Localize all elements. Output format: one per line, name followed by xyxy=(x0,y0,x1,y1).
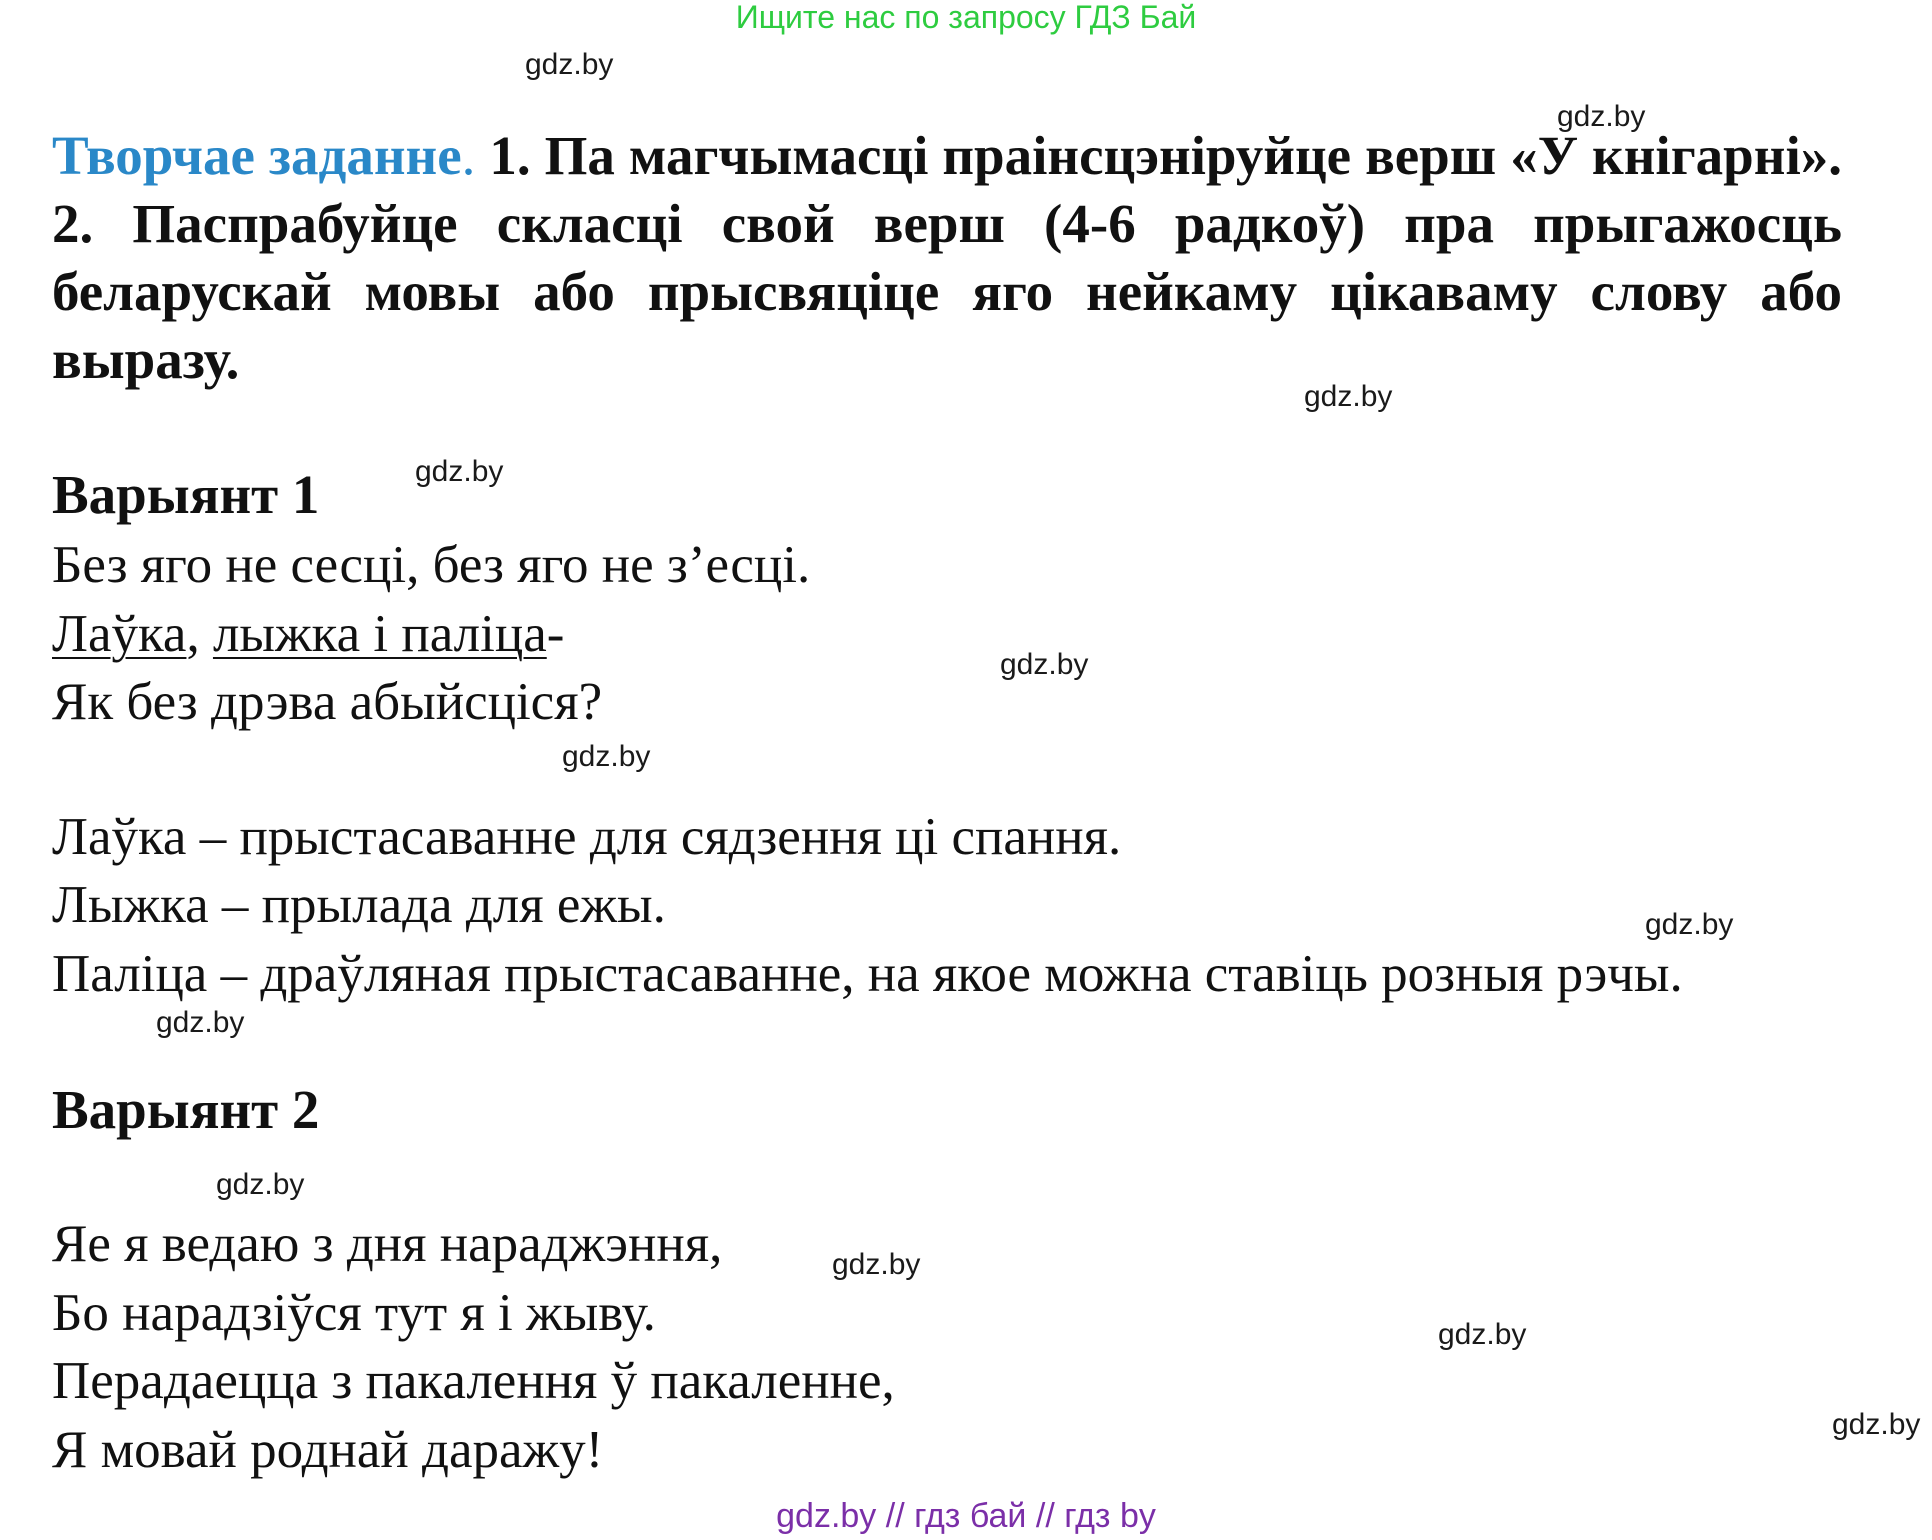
watermark: gdz.by xyxy=(1438,1318,1527,1351)
watermark: gdz.by xyxy=(216,1168,305,1201)
poem-2-line-1: Яе я ведаю з дня нараджэння, xyxy=(52,1215,723,1273)
definition-lauka: Лаўка – прыстасаванне для сядзення ці спання. xyxy=(52,808,1122,866)
separator: , xyxy=(186,605,213,663)
task-statement xyxy=(52,122,1842,394)
task-label-dot: . xyxy=(461,125,476,186)
variant-1-heading: Варыянт 1 xyxy=(52,464,320,525)
variant-2-heading: Варыянт 2 xyxy=(52,1079,320,1140)
watermark: gdz.by xyxy=(1557,100,1646,133)
poem-2-line-2: Бо нарадзіўся тут я і жыву. xyxy=(52,1284,656,1342)
search-banner: Ищите нас по запросу ГДЗ Бай xyxy=(735,0,1197,35)
watermark: gdz.by xyxy=(832,1248,921,1281)
watermark: gdz.by xyxy=(1832,1408,1921,1441)
task-text: 1. Па магчымасці праінсцэніруйце верш «У кнігарні». 2. Паспрабуйце скласці свой верш (4-6 радкоў) пра прыгажосць беларускай мовы або прысвяціце яго нейкаму цікаваму слову або выразу. xyxy=(52,125,1842,390)
poem-2-line-3: Перадаецца з пакалення ў пакаленне, xyxy=(52,1352,895,1410)
underlined-words-lyzhka-palica: лыжка і паліца xyxy=(212,605,547,663)
watermark: gdz.by xyxy=(562,740,651,773)
poem-2-line-4: Я мовай роднай даражу! xyxy=(52,1421,604,1479)
watermark: gdz.by xyxy=(525,48,614,81)
poem-1-line-2 xyxy=(52,603,564,665)
watermark: gdz.by xyxy=(415,455,504,488)
task-label: Творчае заданне xyxy=(52,125,462,186)
poem-1-line-1: Без яго не сесці, без яго не з’есці. xyxy=(52,536,811,594)
watermark: gdz.by xyxy=(1304,380,1393,413)
underlined-word-lauka: Лаўка xyxy=(52,605,187,663)
watermark: gdz.by xyxy=(1645,908,1734,941)
watermark: gdz.by xyxy=(1000,648,1089,681)
definition-palica: Паліца – драўляная прыстасаванне, на якое можна ставіць розныя рэчы. xyxy=(52,945,1683,1003)
definition-lyzhka: Лыжка – прылада для ежы. xyxy=(52,876,666,934)
watermark: gdz.by xyxy=(156,1006,245,1039)
footer-links: gdz.by // гдз бай // гдз by xyxy=(776,1497,1156,1535)
poem-1-line-3: Як без дрэва абыйсціся? xyxy=(52,673,603,731)
line-end-dash: - xyxy=(546,605,565,663)
